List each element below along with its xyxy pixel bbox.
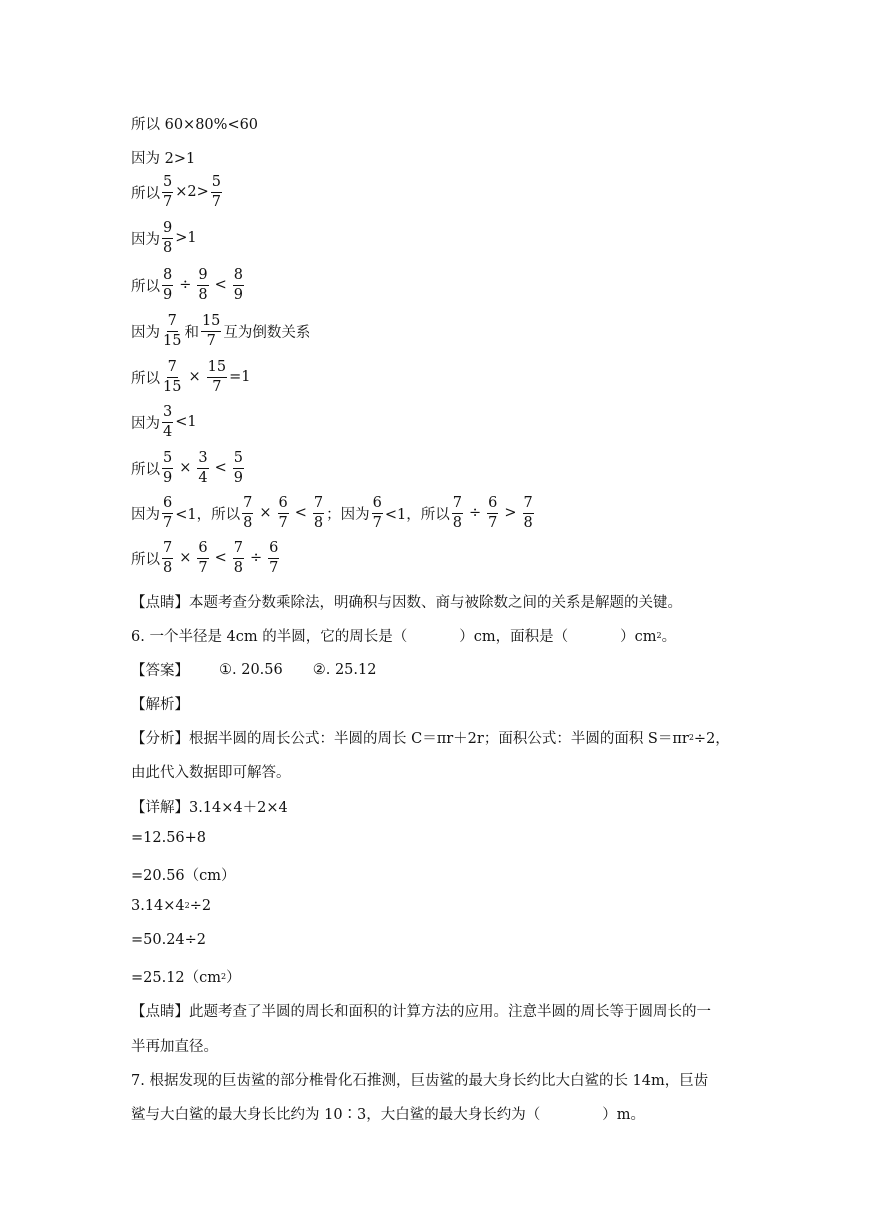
numerator: 6 <box>268 541 279 559</box>
numerator: 7 <box>242 496 253 514</box>
numerator: 5 <box>162 451 173 469</box>
fraction <box>487 496 498 530</box>
line-7: 所以 $\frac{7}{15}$ × $\frac{15}{7}$ =1 <box>131 359 251 395</box>
fraction <box>162 360 182 394</box>
operator: < <box>214 277 227 293</box>
fraction <box>162 175 173 209</box>
numerator: 3 <box>162 405 173 423</box>
denominator: 7 <box>211 193 221 210</box>
operator: × <box>179 460 192 476</box>
step-2: =20.56（cm） <box>131 868 236 884</box>
denominator: 8 <box>452 514 462 531</box>
numerator: 15 <box>207 360 227 378</box>
operator: < <box>214 460 227 476</box>
fraction <box>201 314 221 348</box>
numerator: 7 <box>452 496 463 514</box>
step-1: =12.56+8 <box>131 830 207 846</box>
dianjing-6-line-1: 【点睛】此题考查了半圆的周长和面积的计算方法的应用。注意半圆的周长等于圆周长的一 <box>131 1004 711 1020</box>
denominator: 7 <box>488 514 498 531</box>
numerator: 8 <box>162 268 173 286</box>
fraction <box>162 221 173 255</box>
operator: ÷ <box>179 277 192 293</box>
step-3: 3.14×4 2 ÷2 <box>131 898 212 914</box>
denominator: 7 <box>163 514 173 531</box>
denominator: 4 <box>163 423 173 440</box>
denominator: 15 <box>163 332 182 349</box>
line-5: 所以 $\frac{8}{9}$ ÷ $\frac{9}{8}$ < $\frac{8}{9}$ <box>131 267 244 303</box>
operator: < <box>214 550 227 566</box>
answer-6: 【答案】 ①. 20.56 ②. 25.12 <box>131 661 377 679</box>
numerator: 6 <box>278 496 289 514</box>
line-8: 因为 $\frac{3}{4}$ <1 <box>131 404 197 440</box>
numerator: 5 <box>162 175 173 193</box>
denominator: 4 <box>198 469 208 486</box>
denominator: 8 <box>243 514 253 531</box>
operator: < <box>294 505 307 521</box>
line-4: 因为 $\frac{9}{8}$ >1 <box>131 220 197 256</box>
step-5: =25.12（cm 2 ） <box>131 970 241 986</box>
fenxi-line-2: 由此代入数据即可解答。 <box>131 765 291 781</box>
numerator: 9 <box>162 221 173 239</box>
denominator: 9 <box>233 286 244 303</box>
operator: ÷ <box>250 550 263 566</box>
numerator: 3 <box>197 451 208 469</box>
denominator: 9 <box>233 469 244 486</box>
operator: > <box>504 505 517 521</box>
fraction <box>162 268 173 302</box>
numerator: 7 <box>162 541 173 559</box>
fraction <box>523 496 534 530</box>
fraction <box>162 405 173 439</box>
xiangjie: 【详解】3.14×4＋2×4 <box>131 800 288 816</box>
numerator: 7 <box>167 360 178 378</box>
denominator: 7 <box>206 332 216 349</box>
fraction <box>162 314 182 348</box>
jiexi-label: 【解析】 <box>131 697 189 713</box>
fraction <box>233 541 244 575</box>
fraction <box>162 496 173 530</box>
denominator: 9 <box>163 286 173 303</box>
fraction <box>211 175 222 209</box>
fraction <box>162 541 173 575</box>
fraction <box>278 496 289 530</box>
numerator: 5 <box>233 451 244 469</box>
fenxi-line-1: 【分析】根据半圆的周长公式：半圆的周长 C＝πr＋2r；面积公式：半圆的面积 S＝πr 2 ÷2， <box>131 731 730 747</box>
line-9: 所以 $\frac{5}{9}$ × $\frac{3}{4}$ < $\frac{5}{9}$ <box>131 450 244 486</box>
question-7-line-1: 7. 根据发现的巨齿鲨的部分椎骨化石推测，巨齿鲨的最大身长约比大白鲨的长 14m，巨齿 <box>131 1073 709 1089</box>
line-1: 所以 60×80%<60 <box>131 117 259 133</box>
line-3: 所以 $\frac{5}{7}$ ×2> $\frac{5}{7}$ <box>131 174 221 210</box>
numerator: 7 <box>313 496 324 514</box>
fraction <box>197 268 208 302</box>
denominator: 8 <box>233 559 244 576</box>
dianjing-5: 【点睛】本题考查分数乘除法，明确积与因数、商与被除数之间的关系是解题的关键。 <box>131 595 682 611</box>
dianjing-6-line-2: 半再加直径。 <box>131 1039 218 1055</box>
step-4: =50.24÷2 <box>131 932 207 948</box>
numerator: 9 <box>197 268 208 286</box>
denominator: 8 <box>313 514 324 531</box>
denominator: 7 <box>372 514 382 531</box>
denominator: 8 <box>198 286 208 303</box>
fraction <box>242 496 253 530</box>
numerator: 6 <box>487 496 498 514</box>
denominator: 8 <box>163 559 173 576</box>
numerator: 6 <box>197 541 208 559</box>
denominator: 7 <box>212 378 222 395</box>
numerator: 7 <box>523 496 534 514</box>
fraction <box>313 496 324 530</box>
operator: × <box>179 550 192 566</box>
denominator: 7 <box>278 514 288 531</box>
numerator: 6 <box>162 496 173 514</box>
operator: × <box>259 505 272 521</box>
fraction <box>452 496 463 530</box>
line-2: 因为 2>1 <box>131 151 196 167</box>
operator: × <box>188 369 201 385</box>
fraction <box>372 496 383 530</box>
operator: ÷ <box>468 505 482 521</box>
denominator: 9 <box>163 469 173 486</box>
numerator: 6 <box>372 496 383 514</box>
fraction <box>197 541 208 575</box>
fraction <box>197 451 208 485</box>
denominator: 15 <box>163 378 182 395</box>
line-6: 因为 $\frac{7}{15}$ 和 $\frac{15}{7}$ 互为倒数关系 <box>131 313 311 349</box>
numerator: 15 <box>201 314 221 332</box>
numerator: 7 <box>233 541 244 559</box>
fraction <box>162 451 173 485</box>
line-10: 因为 $\frac{6}{7}$ <1，所以 $\frac{7}{8}$ × $\frac{6}{7}$ < $\frac{7}{8}$ ；因为 $\frac{6}{7}$ <1，所以 $\frac{7}{8}$ ÷ $\frac{6}{7}$ > $\frac{7}{8}$ <box>131 495 533 531</box>
question-7-line-2: 鲨与大白鲨的最大身长比约为 10∶3，大白鲨的最大身长约为（ ）m。 <box>131 1107 646 1123</box>
fraction <box>233 268 244 302</box>
denominator: 8 <box>523 514 533 531</box>
line-11: 所以 $\frac{7}{8}$ × $\frac{6}{7}$ < $\frac{7}{8}$ ÷ $\frac{6}{7}$ <box>131 540 279 576</box>
denominator: 7 <box>163 193 173 210</box>
fraction <box>207 360 227 394</box>
numerator: 8 <box>233 268 244 286</box>
numerator: 5 <box>211 175 222 193</box>
fraction <box>268 541 279 575</box>
denominator: 8 <box>163 239 173 256</box>
numerator: 7 <box>167 314 178 332</box>
denominator: 7 <box>269 559 279 576</box>
fraction <box>233 451 244 485</box>
denominator: 7 <box>198 559 208 576</box>
question-6: 6. 一个半径是 4cm 的半圆，它的周长是（ ）cm，面积是（ ）cm 2 。 <box>131 629 677 645</box>
